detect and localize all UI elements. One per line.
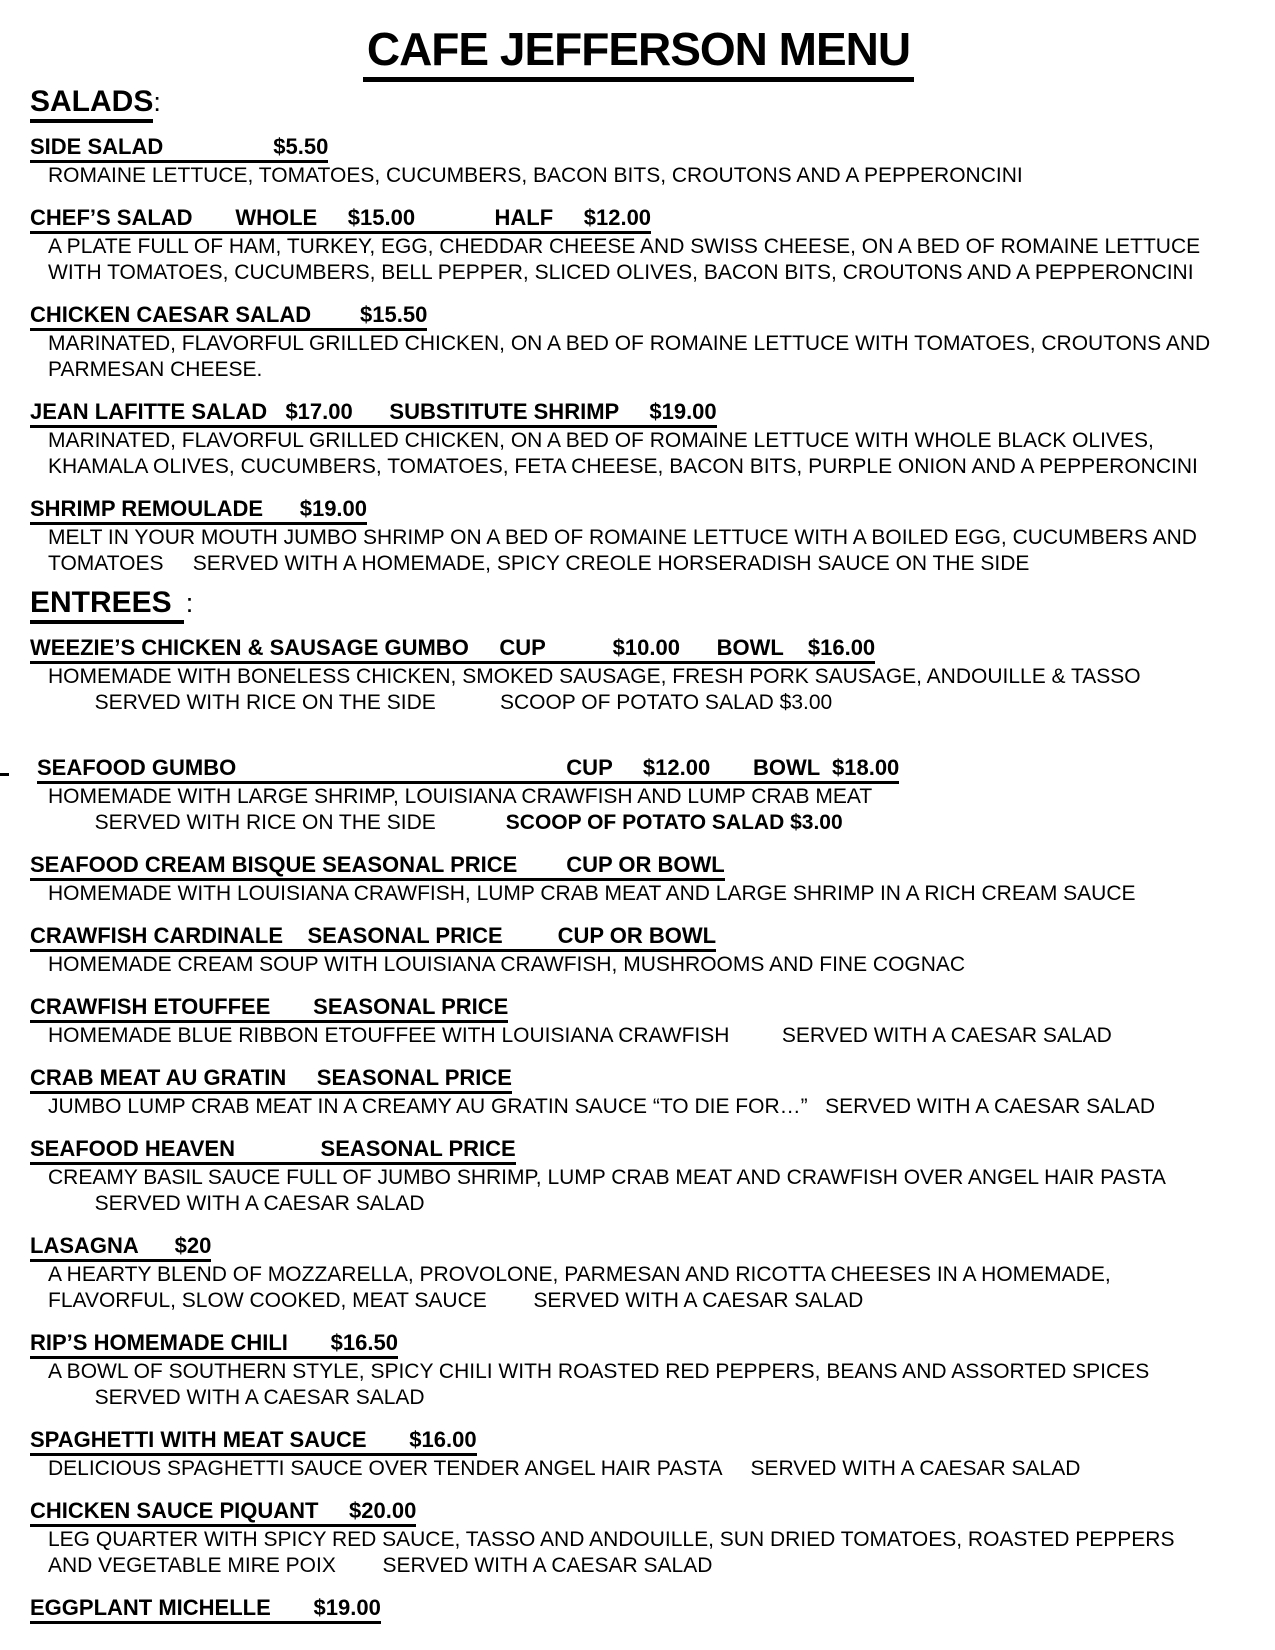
description-line [48,551,1247,577]
description-text: WITH TOMATOES, CUCUMBERS, BELL PEPPER, SLICED OLIVES, BACON BITS, CROUTONS AND A PEPPERONCINI [48,260,1194,284]
item-heading-text: CHICKEN SAUCE PIQUANT $20.00 [30,1498,416,1527]
item-heading [30,1137,1247,1161]
item-description [30,1094,1247,1120]
menu-item-seafood-cream-bisque [30,853,1247,907]
section-label: ENTREES [30,586,184,624]
page-title: CAFE JEFFERSON MENU [363,24,914,82]
item-heading [30,756,1247,780]
description-line [48,1385,1247,1411]
description-text: KHAMALA OLIVES, CUCUMBERS, TOMATOES, FETA CHEESE, BACON BITS, PURPLE ONION AND A PEPPERONCINI [48,454,1198,478]
menu-item-crawfish-etouffee [30,995,1247,1049]
item-heading [30,1066,1247,1090]
description-text: TOMATOES SERVED WITH A HOMEMADE, SPICY CREOLE HORSERADISH SAUCE ON THE SIDE [48,551,1030,575]
item-description [30,881,1247,907]
item-description [30,1262,1247,1314]
description-text: MELT IN YOUR MOUTH JUMBO SHRIMP ON A BED OF ROMAINE LETTUCE WITH A BOILED EGG, CUCUMBERS AND [48,525,1197,549]
item-heading [30,924,1247,948]
menu-item-spaghetti-with-meat-sauce [30,1428,1247,1482]
item-heading-text: WEEZIE’S CHICKEN & SAUSAGE GUMBO CUP $10.00 BOWL $16.00 [30,635,875,664]
menu-item-seafood-heaven [30,1137,1247,1217]
item-description [30,1456,1247,1482]
description-text: A BOWL OF SOUTHERN STYLE, SPICY CHILI WITH ROASTED RED PEPPERS, BEANS AND ASSORTED SPICES [48,1359,1150,1383]
section-heading-entrees [30,587,1247,619]
menu-item-eggplant-michelle [30,1596,1247,1620]
description-text: AND VEGETABLE MIRE POIX SERVED WITH A CAESAR SALAD [48,1553,713,1577]
item-heading-text: JEAN LAFITTE SALAD $17.00 SUBSTITUTE SHRIMP $19.00 [30,399,717,428]
item-heading-text: CRAB MEAT AU GRATIN SEASONAL PRICE [30,1065,512,1094]
item-heading [30,497,1247,521]
menu-item-chefs-salad [30,206,1247,286]
description-line [48,1288,1247,1314]
item-description [30,1165,1247,1217]
description-line [48,1094,1247,1120]
item-heading-text: SEAFOOD HEAVEN SEASONAL PRICE [30,1136,516,1165]
description-text: SERVED WITH RICE ON THE SIDE [48,810,506,834]
menu-item-shrimp-remoulade [30,497,1247,577]
item-heading-text: CHEF’S SALAD WHOLE $15.00 HALF $12.00 [30,205,651,234]
item-heading [30,995,1247,1019]
item-heading [30,1331,1247,1355]
item-heading-text: SEAFOOD CREAM BISQUE SEASONAL PRICE CUP OR BOWL [30,852,725,881]
item-description [30,525,1247,577]
description-text: JUMBO LUMP CRAB MEAT IN A CREAMY AU GRATIN SAUCE “TO DIE FOR…” SERVED WITH A CAESAR SALAD [48,1094,1156,1118]
description-line [48,664,1247,690]
description-line [48,525,1247,551]
item-heading-text: SHRIMP REMOULADE $19.00 [30,496,367,525]
menu-item-rips-homemade-chili [30,1331,1247,1411]
item-heading [30,303,1247,327]
description-text: SERVED WITH RICE ON THE SIDE SCOOP OF POTATO SALAD $3.00 [48,690,833,714]
item-heading-text: RIP’S HOMEMADE CHILI $16.50 [30,1330,398,1359]
item-heading-text: CRAWFISH ETOUFFEE SEASONAL PRICE [30,994,508,1023]
menu-item-lasagna [30,1234,1247,1314]
item-heading [30,1596,1247,1620]
description-text: A HEARTY BLEND OF MOZZARELLA, PROVOLONE, PARMESAN AND RICOTTA CHEESES IN A HOMEMADE, [48,1262,1111,1286]
title-row [30,24,1247,82]
menu-item-jean-lafitte-salad [30,400,1247,480]
description-text: HOMEMADE WITH LOUISIANA CRAWFISH, LUMP CRAB MEAT AND LARGE SHRIMP IN A RICH CREAM SAUCE [48,881,1136,905]
description-line [48,881,1247,907]
description-text: PARMESAN CHEESE. [48,357,263,381]
item-description [30,1527,1247,1579]
description-line [48,690,1247,716]
description-line [48,1553,1247,1579]
description-text: MARINATED, FLAVORFUL GRILLED CHICKEN, ON A BED OF ROMAINE LETTUCE WITH WHOLE BLACK OLIVES, [48,428,1154,452]
description-line [48,234,1247,260]
item-description [30,331,1247,383]
description-text: HOMEMADE CREAM SOUP WITH LOUISIANA CRAWFISH, MUSHROOMS AND FINE COGNAC [48,952,966,976]
menu-item-seafood-gumbo [30,756,1247,836]
description-line [48,810,1247,836]
item-heading [30,400,1247,424]
stray-margin-mark [0,773,9,776]
description-text: LEG QUARTER WITH SPICY RED SAUCE, TASSO AND ANDOUILLE, SUN DRIED TOMATOES, ROASTED PEPPERS [48,1527,1175,1551]
item-heading [30,1428,1247,1452]
description-line [48,428,1247,454]
description-bold-text: SCOOP OF POTATO SALAD $3.00 [505,810,843,834]
description-text: SERVED WITH A CAESAR SALAD [48,1191,425,1215]
section-colon: : [153,86,161,117]
item-heading-text: SIDE SALAD $5.50 [30,134,328,163]
description-line [48,784,1247,810]
description-text: DELICIOUS SPAGHETTI SAUCE OVER TENDER ANGEL HAIR PASTA SERVED WITH A CAESAR SALAD [48,1456,1081,1480]
description-line [48,357,1247,383]
item-description [30,784,1247,836]
section-label: SALADS [30,85,153,123]
description-text: HOMEMADE BLUE RIBBON ETOUFFEE WITH LOUISIANA CRAWFISH SERVED WITH A CAESAR SALAD [48,1023,1112,1047]
description-text: CREAMY BASIL SAUCE FULL OF JUMBO SHRIMP, LUMP CRAB MEAT AND CRAWFISH OVER ANGEL HAIR PASTA [48,1165,1166,1189]
item-heading-text: CHICKEN CAESAR SALAD $15.50 [30,302,427,331]
description-line [48,1527,1247,1553]
item-description [30,952,1247,978]
description-line [48,952,1247,978]
item-heading [30,853,1247,877]
item-heading [30,1234,1247,1258]
description-text: SERVED WITH A CAESAR SALAD [48,1385,425,1409]
description-line [48,1191,1247,1217]
item-heading-text: SEAFOOD GUMBO CUP $12.00 BOWL $18.00 [37,755,899,784]
section-heading-salads [30,86,1247,118]
item-heading-text: LASAGNA $20 [30,1233,211,1262]
item-heading-text: CRAWFISH CARDINALE SEASONAL PRICE CUP OR BOWL [30,923,716,952]
description-text: FLAVORFUL, SLOW COOKED, MEAT SAUCE SERVED WITH A CAESAR SALAD [48,1288,864,1312]
section-colon: : [185,587,194,618]
description-line [48,1165,1247,1191]
description-line [48,1262,1247,1288]
item-description [30,428,1247,480]
menu-item-weezies-chicken-sausage-gumbo [30,636,1247,716]
description-line [48,1023,1247,1049]
description-line [48,260,1247,286]
item-heading-text: EGGPLANT MICHELLE $19.00 [30,1595,381,1624]
item-heading [30,206,1247,230]
description-line [48,1359,1247,1385]
item-description [30,234,1247,286]
description-line [48,163,1247,189]
item-description [30,1359,1247,1411]
description-text: ROMAINE LETTUCE, TOMATOES, CUCUMBERS, BACON BITS, CROUTONS AND A PEPPERONCINI [48,163,1023,187]
menu-item-crawfish-cardinale [30,924,1247,978]
menu-item-chicken-sauce-piquant [30,1499,1247,1579]
item-heading [30,135,1247,159]
item-heading [30,1499,1247,1523]
description-text: HOMEMADE WITH BONELESS CHICKEN, SMOKED SAUSAGE, FRESH PORK SAUSAGE, ANDOUILLE & TASSO [48,664,1141,688]
description-line [48,454,1247,480]
menu-item-crab-meat-au-gratin [30,1066,1247,1120]
description-text: A PLATE FULL OF HAM, TURKEY, EGG, CHEDDAR CHEESE AND SWISS CHEESE, ON A BED OF ROMAINE LETTUCE [48,234,1201,258]
item-description [30,1023,1247,1049]
item-description [30,163,1247,189]
item-heading [30,636,1247,660]
menu-item-side-salad [30,135,1247,189]
description-text: HOMEMADE WITH LARGE SHRIMP, LOUISIANA CRAWFISH AND LUMP CRAB MEAT [48,784,873,808]
description-line [48,331,1247,357]
description-line [48,1456,1247,1482]
description-text: MARINATED, FLAVORFUL GRILLED CHICKEN, ON A BED OF ROMAINE LETTUCE WITH TOMATOES, CROUTONS AND [48,331,1211,355]
item-description [30,664,1247,716]
item-heading-text: SPAGHETTI WITH MEAT SAUCE $16.00 [30,1427,477,1456]
menu-item-chicken-caesar-salad [30,303,1247,383]
